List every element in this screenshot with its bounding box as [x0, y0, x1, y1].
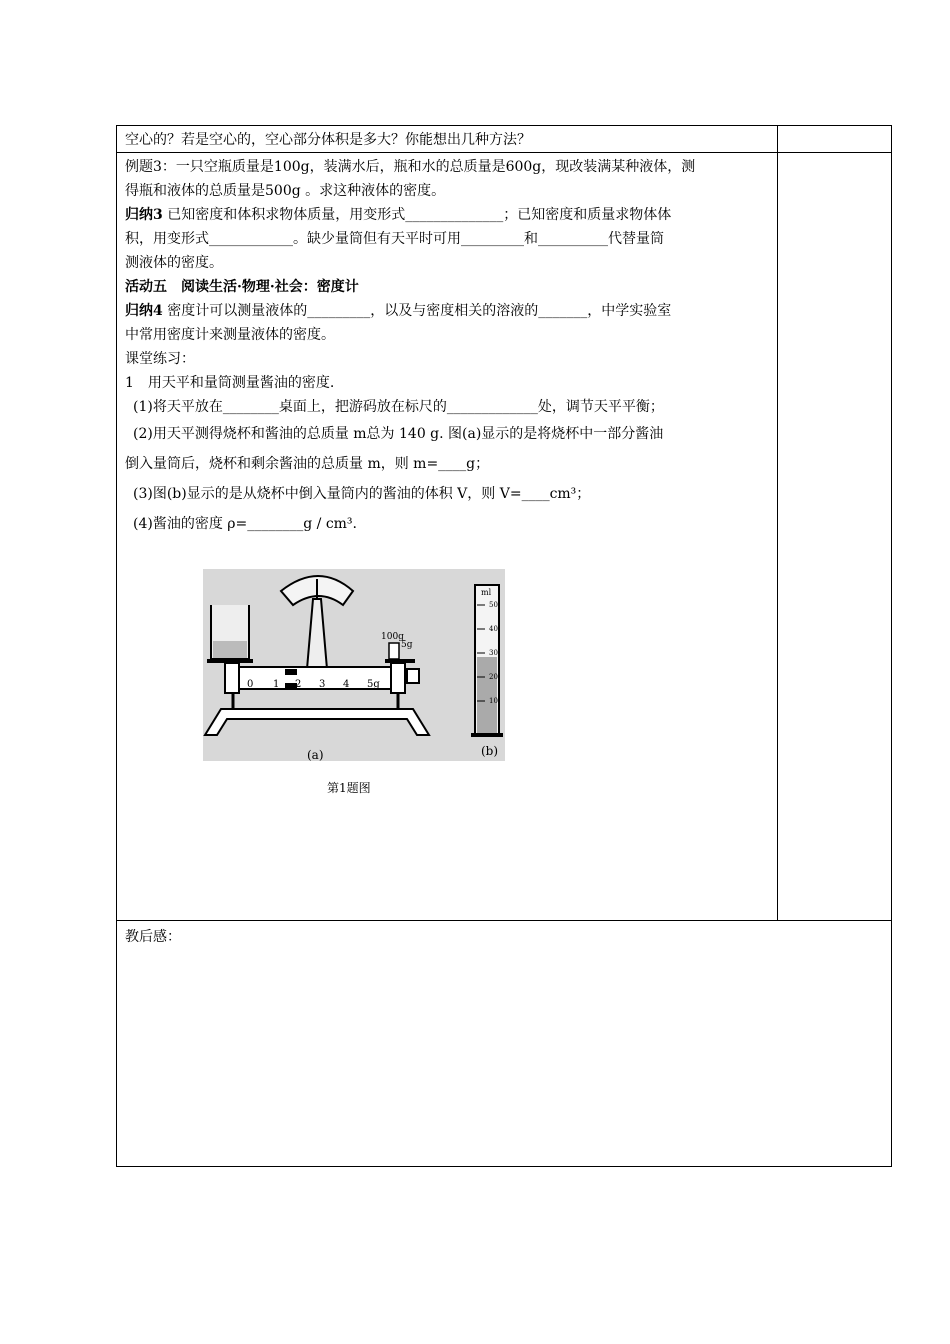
scale-tick-4: 4	[343, 679, 350, 690]
balance-and-cylinder-drawing	[203, 569, 505, 761]
figure-label-a: (a)	[307, 748, 324, 761]
figure-caption: 第1题图	[327, 781, 371, 795]
practice-s2b: 倒入量筒后，烧杯和剩余酱油的总质量 m，则 m=____g；	[125, 456, 490, 472]
beaker-icon	[207, 605, 253, 663]
summary3-line2: 积，用变形式____________。缺少量筒但有天平时可用_________和__________代替量筒	[125, 231, 664, 247]
summary4-line1: 归纳4 密度计可以测量液体的_________，以及与密度相关的溶液的_______，中学实验室	[125, 303, 672, 319]
cyl-tick-10: 10	[489, 697, 498, 705]
weight-5g-label: 5g	[401, 640, 413, 650]
summary3-line1: 归纳3 已知密度和体积求物体质量，用变形式______________；已知密度和质量求物体体	[125, 207, 672, 223]
practice-s4: (4)酱油的密度 ρ=________g / cm³.	[133, 516, 357, 532]
row1-side	[778, 126, 892, 153]
practice-s1: (1)将天平放在________桌面上，把游码放在标尺的_____________处，调节天平平衡；	[133, 399, 664, 415]
scale-tick-1: 1	[273, 679, 280, 690]
summary4-label: 归纳4	[125, 303, 163, 319]
figure-area	[117, 539, 777, 919]
scale-tick-5: 5g	[367, 679, 380, 690]
lesson-table	[116, 125, 892, 1167]
weight-100g-label: 100g	[381, 632, 404, 642]
example3-line1: 例题3：一只空瓶质量是100g，装满水后，瓶和水的总质量是600g，现改装满某种液体，测	[125, 159, 696, 175]
activity5-title: 活动五 阅读生活·物理·社会：密度计	[125, 279, 359, 295]
cyl-tick-40: 40	[489, 625, 498, 633]
summary3-line3: 测液体的密度。	[125, 255, 223, 271]
reflection-cell	[117, 921, 892, 1167]
figure-label-b: (b)	[481, 744, 499, 758]
scale-tick-2: 2	[295, 679, 302, 690]
row1-main	[117, 126, 778, 153]
cyl-tick-30: 30	[489, 649, 498, 657]
cyl-tick-50: 50	[489, 601, 498, 609]
reflection-label: 教后感：	[125, 929, 181, 945]
row1-text: 空心的？若是空心的，空心部分体积是多大？你能想出几种方法？	[125, 132, 531, 148]
practice-title: 课堂练习：	[125, 351, 195, 367]
scale-tick-3: 3	[319, 679, 326, 690]
summary3-label: 归纳3	[125, 207, 163, 223]
cylinder-unit: ml	[481, 588, 492, 597]
example3-line2: 得瓶和液体的总质量是500g 。求这种液体的密度。	[125, 183, 446, 199]
row2-main	[117, 153, 778, 921]
practice-s3: (3)图(b)显示的是从烧杯中倒入量筒内的酱油的体积 V，则 V=____cm³；	[133, 486, 591, 502]
beam-scale	[225, 663, 419, 693]
graduated-cylinder-icon	[471, 585, 503, 737]
scale-tick-0: 0	[247, 679, 254, 690]
balance-figure	[203, 569, 505, 761]
practice-s2a: (2)用天平测得烧杯和酱油的总质量 m总为 140 g. 图(a)显示的是将烧杯中一部分酱油	[133, 426, 664, 442]
cyl-tick-20: 20	[489, 673, 498, 681]
summary4-line2: 中常用密度计来测量液体的密度。	[125, 327, 335, 343]
row2-side	[778, 153, 892, 921]
practice-q1: 1 用天平和量筒测量酱油的密度.	[125, 375, 335, 391]
